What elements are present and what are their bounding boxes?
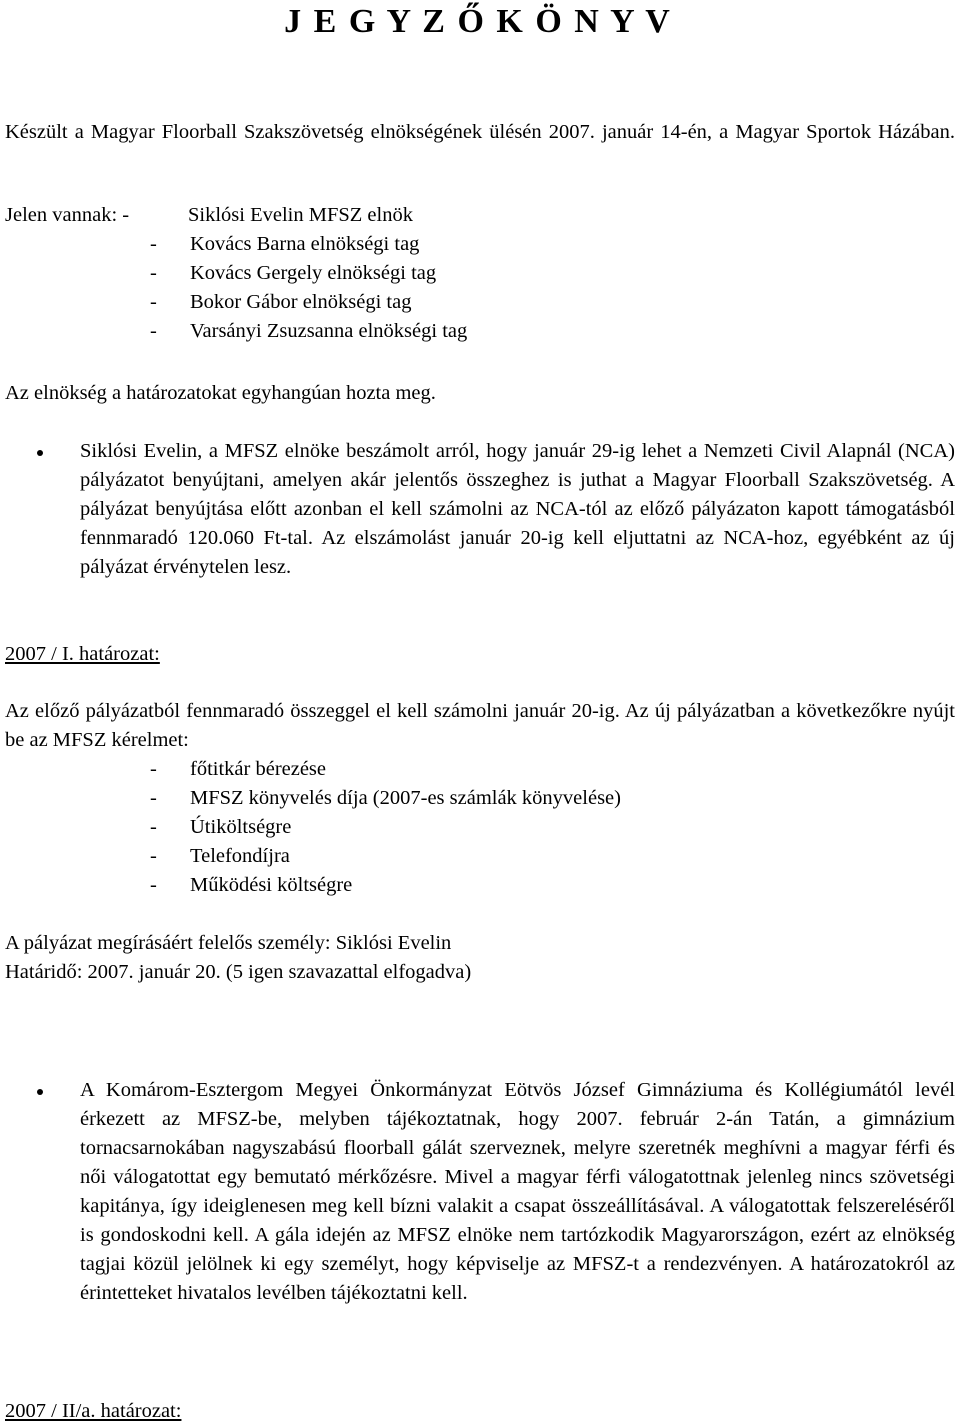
attendee-dash: - [122, 204, 130, 226]
request-list [150, 755, 621, 900]
list-dash: - [150, 320, 157, 342]
unanimous-statement: Az elnökség a határozatokat egyhangúan hozta meg. [5, 382, 436, 404]
list-dash: - [150, 233, 157, 255]
attendee-row [5, 201, 413, 230]
intro-paragraph: Készült a Magyar Floorball Szakszövetség elnökségének ülésén 2007. január 14-én, a Magyar Sportok Házában. [5, 121, 955, 143]
list-item [150, 842, 621, 871]
list-dash: - [150, 758, 157, 780]
bullet-icon [37, 450, 43, 456]
list-item [150, 871, 621, 900]
list-dash: - [150, 845, 157, 867]
attendee-name: Bokor Gábor elnökségi tag [190, 291, 412, 313]
list-dash: - [150, 262, 157, 284]
responsible-person: A pályázat megírásáért felelős személy: Siklósi Evelin [5, 932, 452, 954]
agenda-item-nca-grant: Siklósi Evelin, a MFSZ elnöke beszámolt arról, hogy január 29-ig lehet a Nemzeti Civil Alapnál (NCA) pályázatot benyújtani, amelyen akár jelentős összeghez is juthat a Magyar Floorball Szakszövetség. A pályázat benyújtása előtt azonban el kell számolni az NCA-tól az előző pályázaton kapott támogatásból fennmaradó 120.060 Ft-tal. Az elszámolást január 20-ig kell eljuttatni az NCA-hoz, egyébként az új pályázat érvénytelen lesz. [80, 440, 955, 578]
attendee-name: Kovács Gergely elnökségi tag [190, 262, 437, 284]
attendees-block [5, 201, 413, 230]
bullet-icon [37, 1089, 43, 1095]
list-dash: - [150, 874, 157, 896]
list-item [150, 813, 621, 842]
list-item [150, 755, 621, 784]
attendee-row [150, 259, 467, 288]
list-item-text: Telefondíjra [190, 845, 290, 867]
list-item-text: Útiköltségre [190, 816, 292, 838]
list-dash: - [150, 816, 157, 838]
resolution-text: Az előző pályázatból fennmaradó összeggel el kell számolni január 20-ig. Az új pályázatban a következőkre nyújt be az MFSZ kérelmet: [5, 700, 955, 751]
attendees-list [150, 230, 467, 346]
attendee-name: Kovács Barna elnökségi tag [190, 233, 420, 255]
document-title: J E G Y Z Ő K Ö N Y V [284, 3, 672, 40]
attendees-label: Jelen vannak: [5, 204, 118, 226]
attendee-row [150, 230, 467, 259]
list-dash: - [150, 291, 157, 313]
list-item [150, 784, 621, 813]
list-item-text: főtitkár bérezése [190, 758, 327, 780]
list-dash: - [150, 787, 157, 809]
list-item-text: Működési költségre [190, 874, 353, 896]
attendee-row [150, 288, 467, 317]
resolution-heading: 2007 / I. határozat: [5, 643, 160, 665]
attendee-name: Varsányi Zsuzsanna elnökségi tag [190, 320, 468, 342]
list-item-text: MFSZ könyvelés díja (2007-es számlák könyvelése) [190, 787, 621, 809]
agenda-item-gala: A Komárom-Esztergom Megyei Önkormányzat Eötvös József Gimnáziuma és Kollégiumától levél érkezett az MFSZ-be, melyben tájékoztatnak, hogy 2007. február 2-án Tatán, a gimnázium tornacsarnokában nagyszabású floorball gálát szerveznek, melyre szeretnék meghívni a magyar férfi és női válogatottat egy bemutató mérkőzésre. Mivel a magyar férfi válogatottnak jelenleg nincs szövetségi kapitánya, így ideiglenesen meg kell bízni valakit a csapat összeállításával. A válogatottak felszereléséről is gondoskodni kell. A gála idején az MFSZ elnöke nem tartózkodik Magyarországon, ezért az elnökség tagjai közül jelölnek ki egy személyt, hogy képviselje az MFSZ-t a rendezvényen. A határozatokról az érintetteket hivatalos levélben tájékoztatni kell. [80, 1079, 955, 1304]
attendee-name: Siklósi Evelin MFSZ elnök [188, 204, 413, 226]
resolution-heading: 2007 / II/a. határozat: [5, 1400, 182, 1422]
deadline: Határidő: 2007. január 20. (5 igen szavazattal elfogadva) [5, 961, 472, 983]
attendee-row [150, 317, 467, 346]
